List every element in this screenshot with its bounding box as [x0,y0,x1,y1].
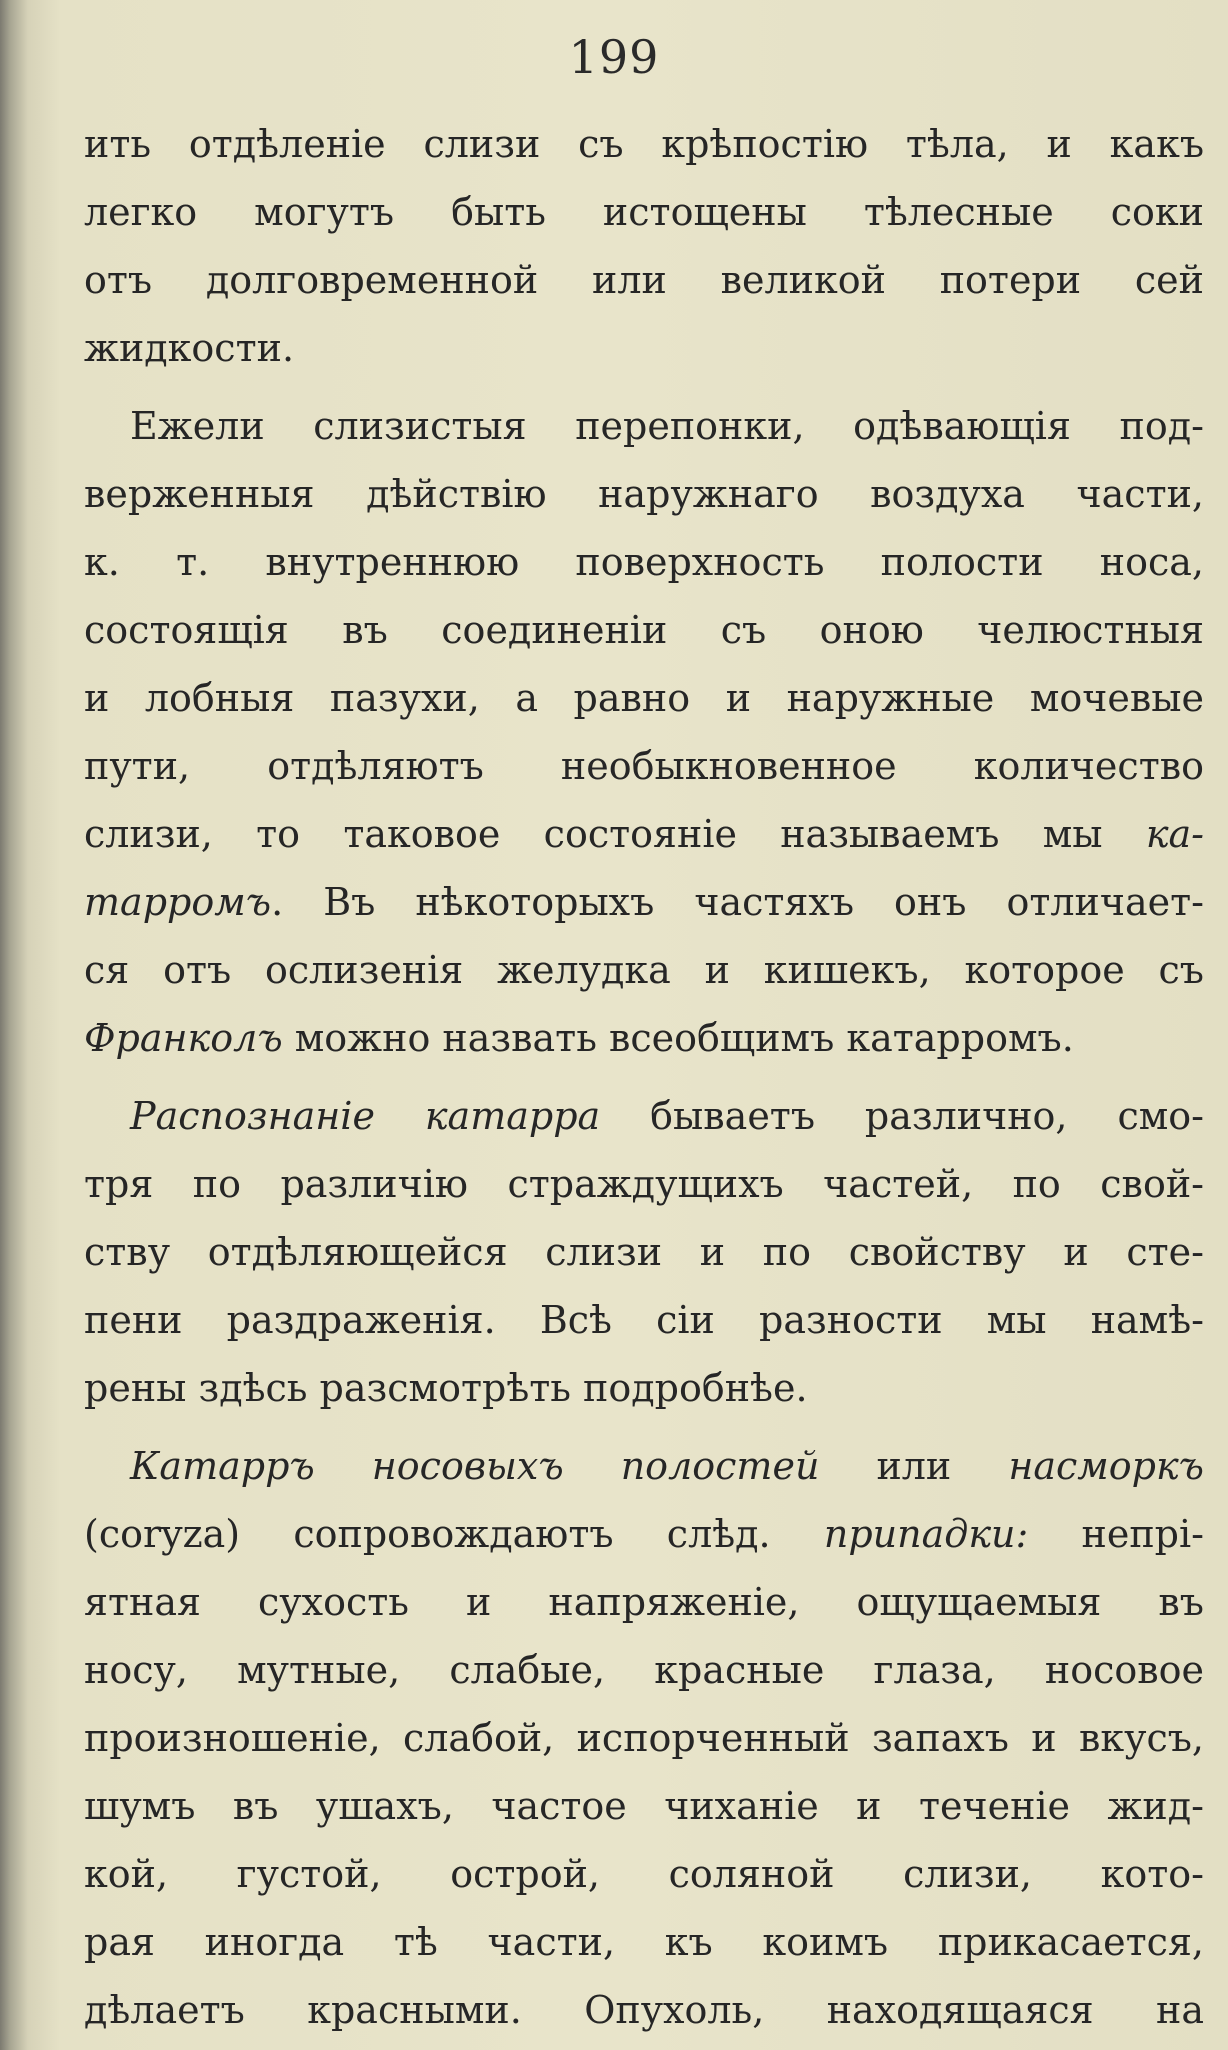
italic-text: ка- [1145,812,1204,856]
text-line [84,1908,1204,1976]
text-segment: жидкости. [84,326,295,370]
italic-text: Катарръ носовыхъ полостей [130,1444,820,1488]
italic-text: Франколъ [84,1016,283,1060]
italic-text: насморкъ [1008,1444,1205,1488]
text-segment: ся отъ ослизенія желудка и кишекъ, которое съ [84,948,1204,992]
text-line [84,246,1204,314]
text-line [84,664,1204,732]
text-line [84,1218,1204,1286]
text-segment: шумъ въ ушахъ, частое чиханіе и теченіе жид- [84,1784,1204,1828]
text-segment: рая иногда тѣ части, къ коимъ прикасается, [84,1920,1204,1964]
text-line [84,1500,1204,1568]
text-line [84,1286,1204,1354]
text-line [84,1772,1204,1840]
text-line [84,1150,1204,1218]
text-segment: легко могутъ быть истощены тѣлесные соки [84,190,1204,234]
text-line [84,528,1204,596]
text-line [84,936,1204,1004]
text-line [84,1432,1204,1500]
text-segment: слизи, то таковое состояніе называемъ мы [84,812,1146,856]
text-line [84,314,1204,382]
text-segment: верженныя дѣйствію наружнаго воздуха части, [84,472,1204,516]
text-segment: можно назвать всеобщимъ катарромъ. [282,1016,1074,1060]
text-segment: бываетъ различно, смо- [600,1094,1204,1138]
text-segment: (coryza) сопровождаютъ слѣд. [84,1512,824,1556]
text-line [84,460,1204,528]
text-segment: ятная сухость и напряженіе, ощущаемыя въ [84,1580,1204,1624]
text-line [84,732,1204,800]
text-segment: пути, отдѣляютъ необыкновенное количество [84,744,1204,788]
text-segment: кой, густой, острой, соляной слизи, кото- [84,1852,1204,1896]
text-line [84,110,1204,178]
text-segment: или [819,1444,1009,1488]
text-line [84,1004,1204,1072]
text-line [84,1568,1204,1636]
text-line [84,800,1204,868]
italic-text: тарромъ [84,880,272,924]
text-segment: произношеніе, слабой, испорченный запахъ и вкусъ, [84,1716,1204,1760]
text-line [84,392,1204,460]
text-segment: ить отдѣленіе слизи съ крѣпостію тѣла, и какъ [84,122,1204,166]
text-segment: к. т. внутреннюю поверхность полости носа, [84,540,1204,584]
page-number: 199 [568,30,660,84]
text-segment: ству отдѣляющейся слизи и по свойству и сте- [84,1230,1204,1274]
text-line [84,1704,1204,1772]
text-line [84,1354,1204,1422]
text-segment: состоящія въ соединеніи съ оною челюстныя [84,608,1204,652]
body-text [84,110,1204,2044]
text-segment: непрі- [1028,1512,1204,1556]
text-segment: отъ долговременной или великой потери сей [84,258,1204,302]
text-segment: . Въ нѣкоторыхъ частяхъ онъ отличает- [271,880,1204,924]
text-segment: тря по различію страждущихъ частей, по свой- [84,1162,1204,1206]
text-line [84,868,1204,936]
text-line [84,1082,1204,1150]
italic-text: припадки: [823,1512,1029,1556]
text-line [84,1636,1204,1704]
text-segment: дѣлаетъ красными. Опухоль, находящаяся на [84,1988,1204,2032]
text-segment: носу, мутные, слабые, красные глаза, носовое [84,1648,1204,1692]
text-line [84,178,1204,246]
text-segment: пени раздраженія. Всѣ сіи разности мы намѣ- [84,1298,1204,1342]
text-segment: рены здѣсь разсмотрѣть подробнѣе. [84,1366,808,1410]
text-line [84,1840,1204,1908]
text-line [84,596,1204,664]
text-segment: и лобныя пазухи, а равно и наружные мочевые [84,676,1204,720]
italic-text: Распознаніе катарра [130,1094,601,1138]
text-segment: Ежели слизистыя перепонки, одѣвающія под- [130,404,1204,448]
text-line [84,1976,1204,2044]
